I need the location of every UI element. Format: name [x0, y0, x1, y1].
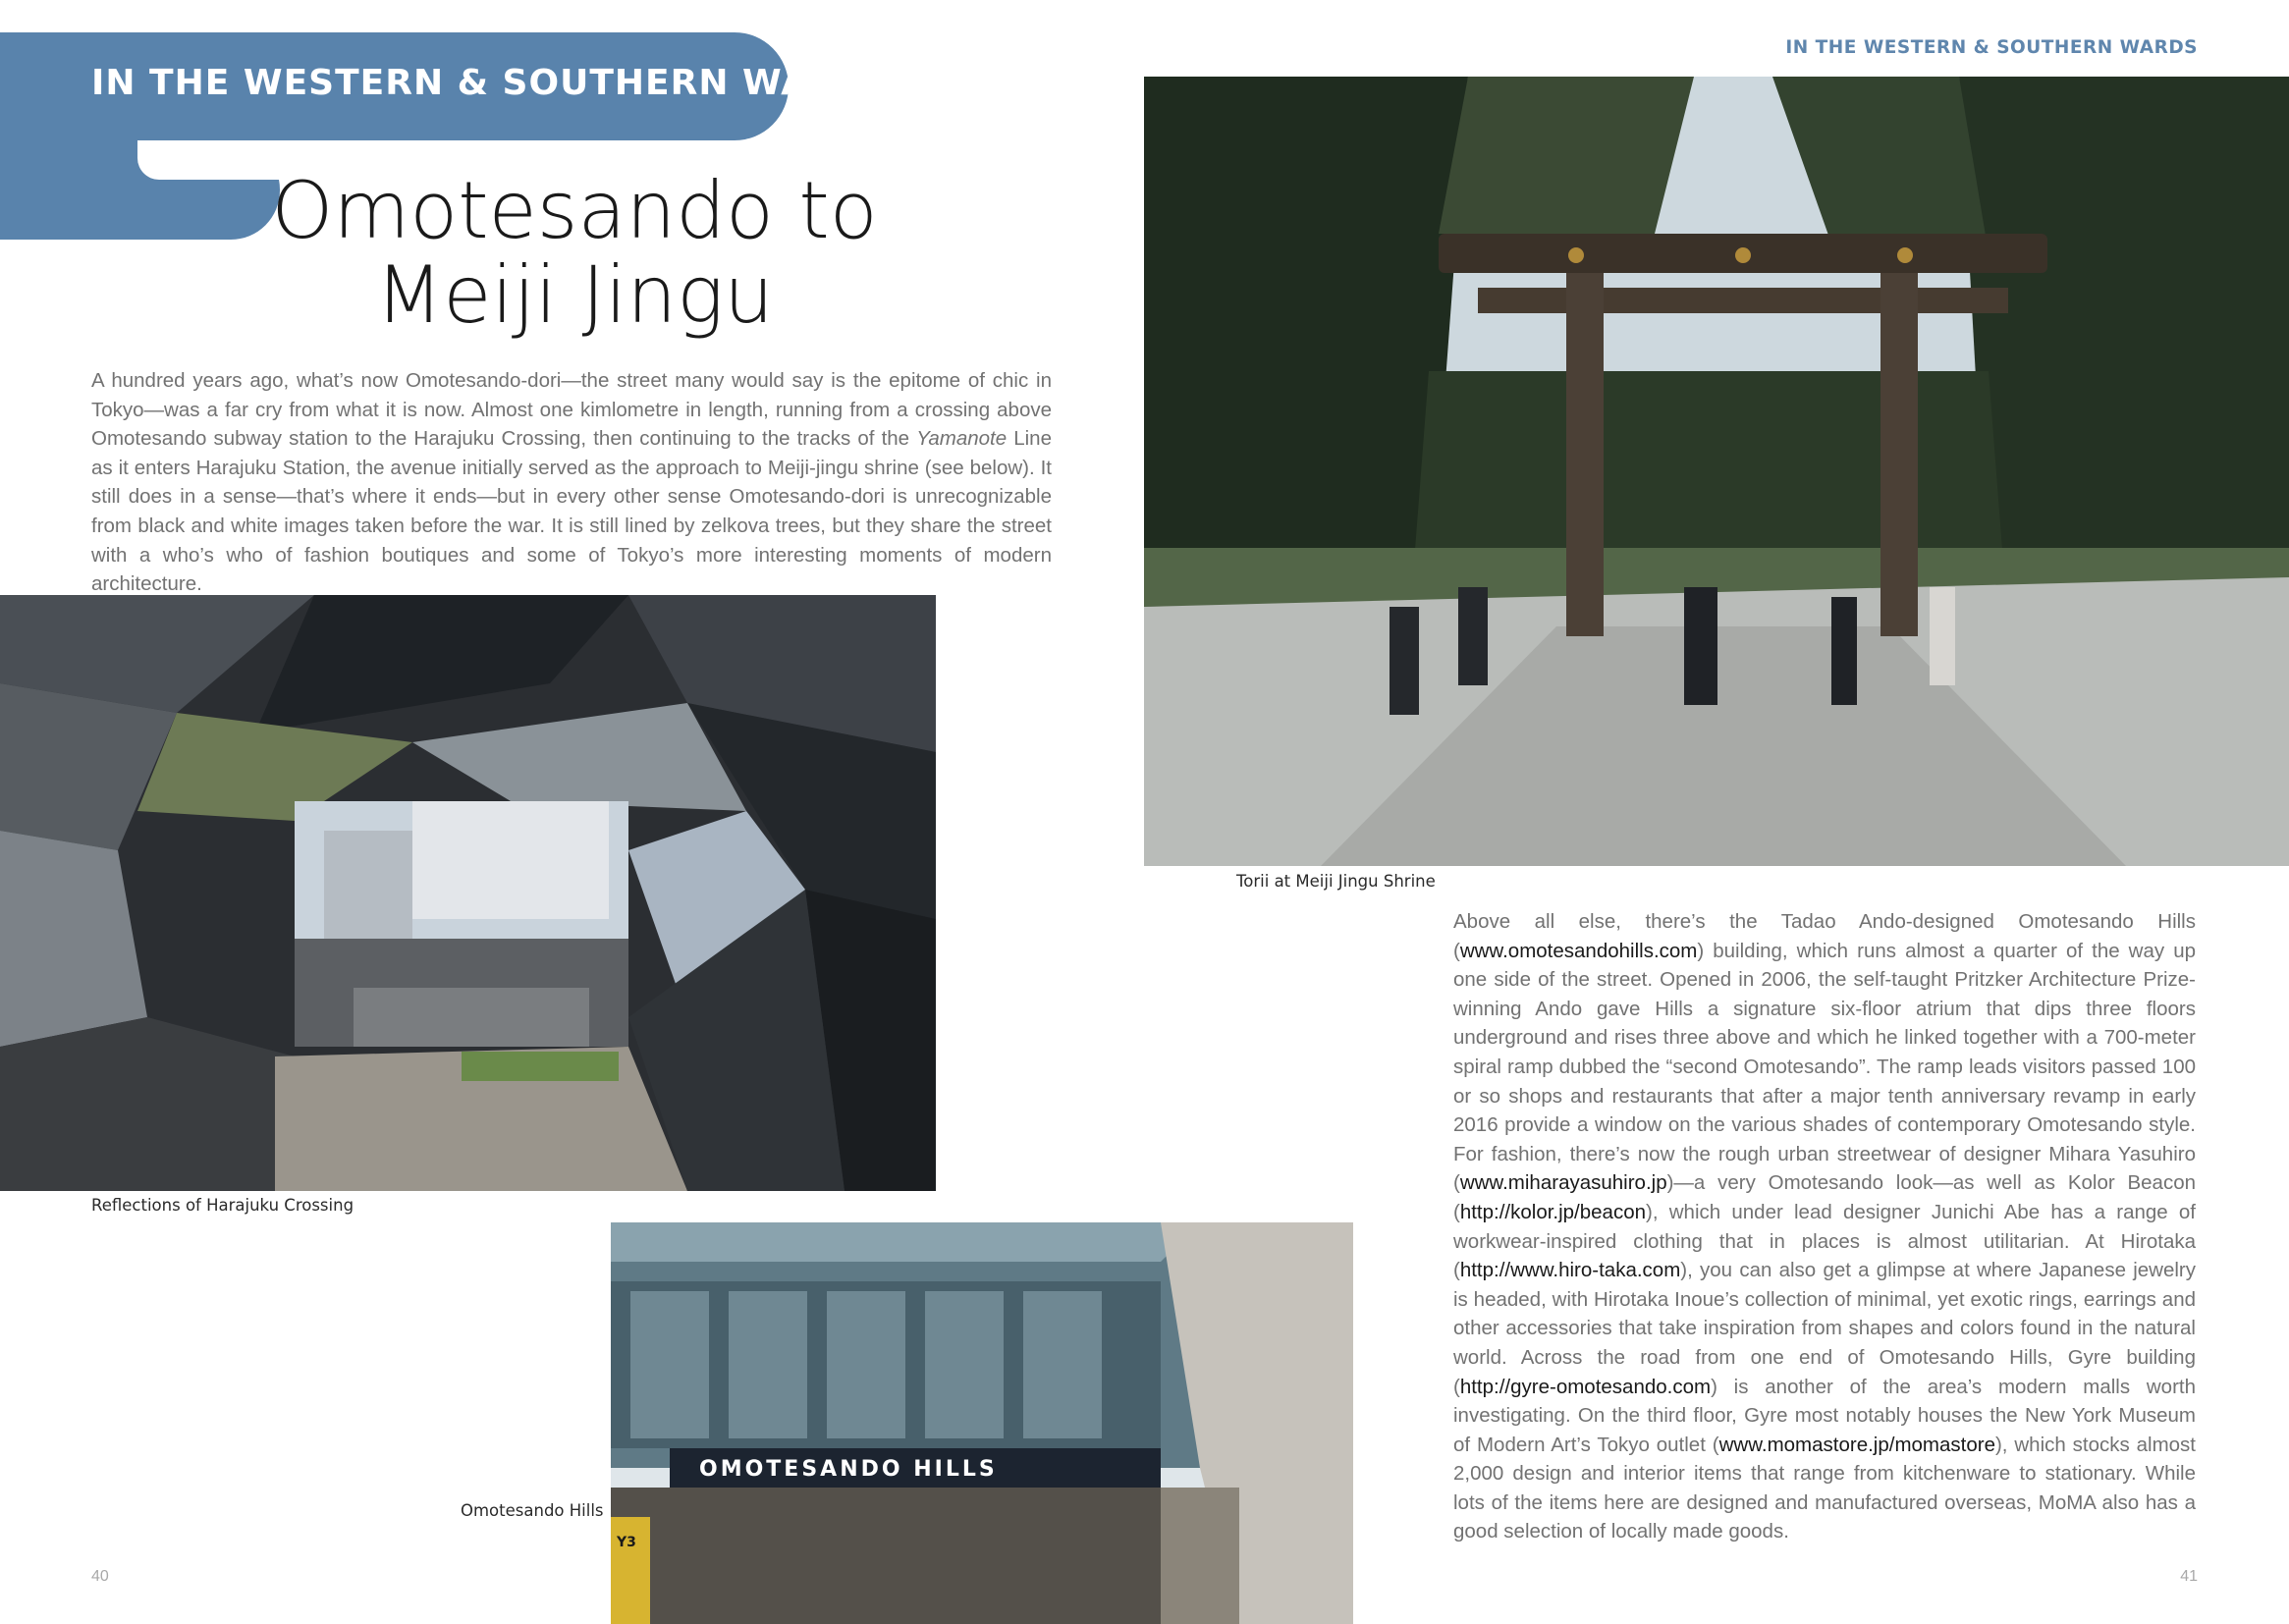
page-title [177, 165, 972, 341]
intro-paragraph [91, 366, 1052, 599]
intro-italic-term: Yamanote [916, 427, 1008, 451]
section-banner-title: IN THE WESTERN & SOUTHERN WARDS [91, 63, 895, 103]
hirotaka-link[interactable]: http://www.hiro-taka.com [1459, 1259, 1681, 1282]
body-text-4: ), which under lead designer Junichi Abe has a range of workwear-inspired clothing that in places is almost utilitarian. At Hirotaka ( [1453, 1200, 2196, 1282]
page-number-right: 41 [2180, 1568, 2198, 1585]
omotesandohills-link[interactable]: www.omotesandohills.com [1459, 939, 1698, 962]
left-page [0, 0, 1144, 1624]
page-number-left: 40 [91, 1568, 109, 1585]
body-paragraph [1453, 907, 2196, 1546]
y3-sign-text: Y3 [617, 1535, 636, 1550]
body-text-2: ) building, which runs almost a quarter of the way up one side of the street. Opened in 2006, the self-taught Pritzker Architecture Prize-winning Ando gave Hills a signature six-floor atrium that dips three floors underground and rises three above and which he linked together with a 700-meter spiral ramp dubbed the “second Omotesando”. The ramp leads visitors passed 100 or so shops and restaurants that after a major tenth anniversary revamp in early 2016 provide a window on the various shades of contemporary Omotesando style. For fashion, there’s now the rough urban streetwear of designer Mihara Yasuhiro ( [1453, 939, 2196, 1195]
kolor-beacon-link[interactable]: http://kolor.jp/beacon [1459, 1200, 1647, 1223]
torii-photo [1144, 77, 2289, 866]
body-text-3: )—a very Omotesando look—as well as Kolor Beacon ( [1453, 1171, 2196, 1223]
page-title-line-2: Meiji Jingu [375, 249, 774, 341]
harajuku-crossing-photo [0, 595, 936, 1191]
miharayasuhiro-link[interactable]: www.miharayasuhiro.jp [1459, 1171, 1667, 1195]
harajuku-caption: Reflections of Harajuku Crossing [91, 1196, 354, 1215]
body-text-7: ), which stocks almost 2,000 design and interior items that range from kitchenware to stationary. While lots of the items here are designed and manufactured overseas, MoMA also has a good selection of locally made goods. [1453, 1433, 2196, 1543]
body-text-5: ), you can also get a glimpse at where Japanese jewelry is headed, with Hirotaka Inoue’s collection of minimal, yet exotic rings, earrings and other accessories that take inspiration from shapes and colors found in the natural world. Across the road from one end of Omotesando Hills, Gyre building ( [1453, 1259, 2196, 1398]
body-text-6: ) is another of the area’s modern malls worth investigating. On the third floor, Gyre most notably houses the New York Museum of Modern Art’s Tokyo outlet ( [1453, 1375, 2196, 1456]
hills-caption: Omotesando Hills [461, 1501, 604, 1520]
gyre-link[interactable]: http://gyre-omotesando.com [1459, 1375, 1712, 1398]
page-title-line-1: Omotesando to [271, 165, 878, 256]
intro-text-1: A hundred years ago, what’s now Omotesando-dori—the street many would say is the epitome of chic in Tokyo—was a far cry from what it is now. Almost one kimlometre in length, running from a crossing above Omotesando subway station to the Harajuku Crossing, then continuing to the tracks of the [91, 369, 1052, 451]
body-text-1: Above all else, there’s the Tadao Ando-designed Omotesando Hills ( [1453, 910, 2196, 962]
momastore-link[interactable]: www.momastore.jp/momastore [1718, 1433, 1995, 1456]
hills-sign-text: OMOTESANDO HILLS [699, 1457, 998, 1482]
intro-text-2: Line as it enters Harajuku Station, the avenue initially served as the approach to Meiji-jingu shrine (see below). It still does in a sense—that’s where it ends—but in every other sense Omotesando-dori is unrecognizable from black and white images taken before the war. It is still lined by zelkova trees, but they share the street with a who’s who of fashion boutiques and some of Tokyo’s more interesting moments of modern architecture. [91, 427, 1052, 596]
torii-caption: Torii at Meiji Jingu Shrine [1236, 872, 1436, 891]
running-head: IN THE WESTERN & SOUTHERN WARDS [1785, 37, 2198, 58]
